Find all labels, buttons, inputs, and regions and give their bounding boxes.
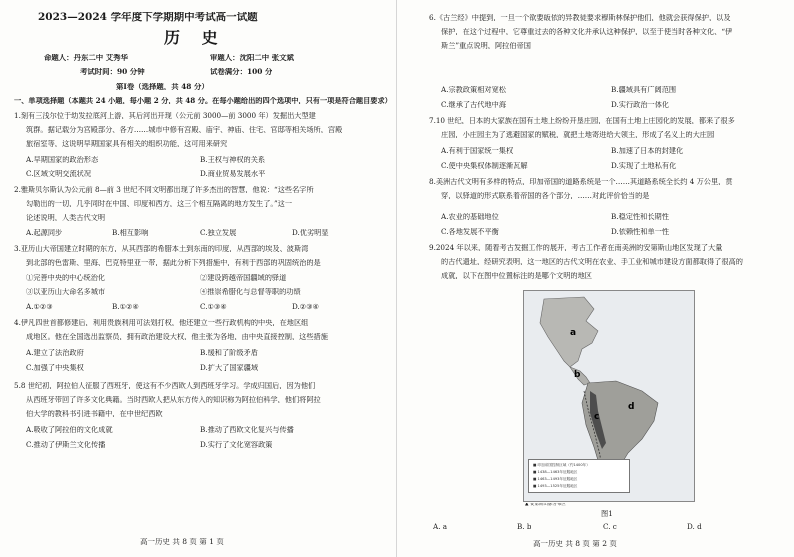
question-4-option-b: B.缓和了阶级矛盾 <box>200 349 258 357</box>
question-8-option-d: D.依赖性和单一性 <box>611 228 670 236</box>
question-7-option-c: C.使中央集权体制逐渐瓦解 <box>441 162 528 170</box>
time-line: 考试时间：90 分钟 <box>80 68 145 76</box>
question-3-option-a: A.①②③ <box>26 303 53 311</box>
question-3-item-3: ③以亚历山大命名多城市 <box>26 288 106 296</box>
question-8-line-1: 8.美洲古代文明有多样的特点，印加帝国的道路系统是一个……其道路系统全长约 4 万公里，贯 <box>429 178 733 186</box>
map-letter-c: c <box>594 412 600 422</box>
reviewer-line: 审题人：沈阳二中 张文斌 <box>210 54 294 62</box>
question-3-option-b: B.①②④ <box>112 303 139 311</box>
question-8-option-a: A.农业的基础地位 <box>441 213 499 221</box>
map-letter-a: a <box>570 328 577 338</box>
question-6-option-d: D.实行政治一体化 <box>611 101 670 109</box>
question-8-option-b: B.稳定性和长期性 <box>611 213 669 221</box>
question-2-option-d: D.优劣明显 <box>292 229 329 237</box>
question-7-line-1: 7.10 世纪，日本的大家族在国有土地上纷纷开垦庄园，在国有土地上庄园化的发展，都来了很多 <box>429 117 735 125</box>
question-4-line-2: 成地区。他在全国选出监察员，拥有政治建设大权，他主张为各地，由中央直接控制，这些措施 <box>26 333 328 341</box>
question-5-option-d: D.实行了文化宽容政策 <box>200 441 273 449</box>
question-9-option-d: D. d <box>687 523 702 531</box>
page-2-footer: 高一历史 共 8 页 第 2 页 <box>533 540 617 548</box>
question-7-option-d: D.实现了土地私有化 <box>611 162 677 170</box>
question-7-line-2: 庄园，小庄园主为了逃避国家的赋税，就把土地寄进给大领主，形成了名义上的大庄园 <box>441 131 715 139</box>
question-2-line-1: 2.雅斯贝尔斯认为公元前 8—前 3 世纪不同文明都出现了许多杰出的智慧，他说：“这些名字所 <box>14 186 314 194</box>
question-5-option-a: A.吸收了阿拉伯的文化成就 <box>26 426 113 434</box>
question-1-line-2: 筑群。据记载分为宫殿部分、各方……城市中修有宫殿、庙宇、神庙、住宅、官邸等相关场所，宫殿 <box>26 126 343 134</box>
question-8-line-2: 穿，以驿道的形式联系着帝国的各个部分，……对此评价恰当的是 <box>441 192 650 200</box>
question-8-option-c: C.各地发展不平衡 <box>441 228 499 236</box>
question-5-line-1: 5.8 世纪初，阿拉伯人征服了西班牙，使这有不少西欧人到西班牙学习。学成归国后，因为他们 <box>14 382 316 390</box>
map-letter-d: d <box>628 402 635 412</box>
question-9-option-b: B. b <box>517 523 532 531</box>
question-3-option-c: C.①③④ <box>200 303 227 311</box>
question-6-option-c: C.继承了古代地中海 <box>441 101 507 109</box>
question-3-item-2: ②建设跨越帝国疆域的驿道 <box>200 274 287 282</box>
question-1-option-a: A.早期国家的政治形态 <box>26 156 99 164</box>
legend-item-3: ■ 1463—1493年征服地区 <box>533 477 578 481</box>
instructions: 一、单项选择题（本题共 24 小题，每小题 2 分，共 48 分。在每小题给出的四个选项中，只有一项是符合题目要求） <box>14 97 392 105</box>
question-2-option-a: A.起源同步 <box>26 229 63 237</box>
question-6-line-1: 6.《古兰经》中提到，一旦一个欲要皈依的异教徒要求穆斯林保护他们，他就会获得保护，以及 <box>429 14 731 22</box>
question-9-line-3: 成就，以下在图中位置标注的是哪个文明的地区 <box>441 272 592 280</box>
question-7-option-b: B.加速了日本的封建化 <box>611 147 684 155</box>
legend-item-2: ■ 1438—1463年征服地区 <box>533 470 578 474</box>
question-6-line-2: 保护，在这个过程中，它尊重过去的各种文化并承认这种保护，以至于使当时各种文化、“伊 <box>441 28 733 36</box>
question-5-option-b: B.推动了西欧文化复兴与传播 <box>200 426 294 434</box>
exam-title: 2023—2024 学年度下学期期中考试高一试题 <box>38 12 258 23</box>
page-1-footer: 高一历史 共 8 页 第 1 页 <box>140 538 224 546</box>
question-6-line-3: 斯兰”重点说明，阿拉伯帝国 <box>441 42 531 50</box>
question-2-line-2: 勾勒出的一切，几乎同时在中国、印度和西方，这三个相互隔离的地方发生了。”这一 <box>26 200 293 208</box>
score-line: 试卷满分：100 分 <box>210 68 273 76</box>
question-1-line-3: 旅宿室等，这说明早期国家具有相关的组织功能，这可用来研究 <box>26 140 228 148</box>
author-line: 命题人：丹东二中 艾秀华 <box>44 54 128 62</box>
question-5-line-3: 伯大学的教科书引进书籍中，在中世纪西欧 <box>26 410 163 418</box>
question-5-line-2: 从西班牙带回了许多文化典籍。当时西欧人把从东方传入的知识称为阿拉伯科学，他们将阿拉 <box>26 396 321 404</box>
question-2-line-3: 论述说明，人类古代文明 <box>26 214 106 222</box>
question-7-option-a: A.有利于国家统一集权 <box>441 147 514 155</box>
map-legend <box>528 459 630 493</box>
question-9-line-1: 9.2024 年以来，随着考古发掘工作的展开，考古工作者在南美洲的安第斯山地区发现了大量 <box>429 244 723 252</box>
question-1-option-b: B.王权与神权的关系 <box>200 156 266 164</box>
question-3-item-1: ①完善中央的中心统治化 <box>26 274 106 282</box>
question-6-option-b: B.疆域具有广阔范围 <box>611 86 677 94</box>
question-4-option-c: C.加强了中央集权 <box>26 364 84 372</box>
question-3-line-1: 3.亚历山大帝国建立时期的东方，从其西部的希腊本土到东南的印度，从西部的埃及、波斯湾 <box>14 245 309 253</box>
map-letter-b: b <box>574 370 581 380</box>
question-9-option-a: A. a <box>433 523 448 531</box>
question-1-line-1: 1.刻有三浅尔位于幼发拉底河上游，其后河出开现（公元前 3000—前 3000 年）发掘出大型建 <box>14 112 316 120</box>
question-3-item-4: ④推崇希腊化与总督等职的功绩 <box>200 288 301 296</box>
subject-heading: 历 史 <box>164 30 226 46</box>
question-9-option-c: C. c <box>603 523 617 531</box>
question-4-option-d: D.扩大了国家疆域 <box>200 364 259 372</box>
question-3-line-2: 到北部的色雷斯、里海、巴克特里亚一带，据此分析下列措施中，有利于西部的巩固统治的是 <box>26 259 321 267</box>
question-5-option-c: C.推动了伊斯兰文化传播 <box>26 441 106 449</box>
question-2-option-c: C.独立发展 <box>200 229 237 237</box>
question-1-option-c: C.区域文明交流状况 <box>26 170 92 178</box>
legend-item-1: ■ 印加帝国控制区域（约1400年） <box>533 463 590 467</box>
figure-caption: 图1 <box>601 510 613 518</box>
question-2-option-b: B.相互影响 <box>112 229 149 237</box>
map-note: ▲ 安第斯山脉分布区 <box>525 503 566 507</box>
question-3-option-d: D.②③④ <box>292 303 320 311</box>
question-9-line-2: 的古代遗址，经研究表明，这一地区的古代文明在农业、手工业和城市建设方面都取得了很高的 <box>441 258 743 266</box>
section-title: 第Ⅰ卷（选择题，共 48 分） <box>116 83 209 91</box>
question-4-option-a: A.建立了法治政府 <box>26 349 84 357</box>
question-6-option-a: A.宗教政策相对宽松 <box>441 86 506 94</box>
exam-page-2 <box>397 0 794 557</box>
legend-item-4: ■ 1493—1525年征服地区 <box>533 484 578 488</box>
question-4-line-1: 4.伊凡四世首都修建后，利用贵族利用可法划打权，他还建立一些行政机构的中央，在地区组 <box>14 319 309 327</box>
question-1-option-d: D.商业贸易发展水平 <box>200 170 266 178</box>
map-figure <box>523 290 695 502</box>
